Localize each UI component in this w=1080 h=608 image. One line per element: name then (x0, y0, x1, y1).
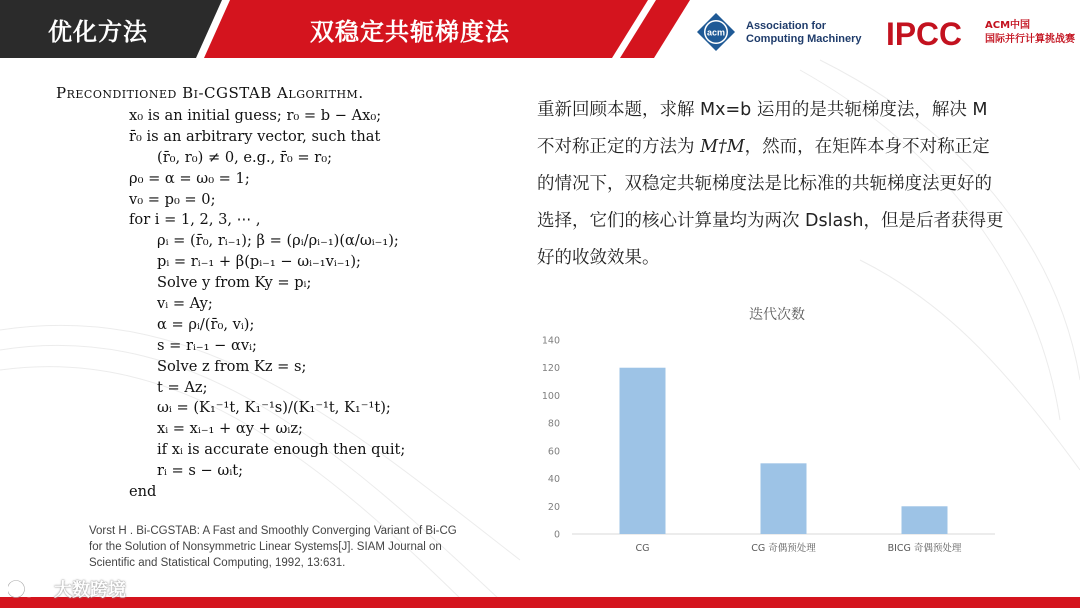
algorithm-line: pᵢ = rᵢ₋₁ + β(pᵢ₋₁ − ωᵢ₋₁vᵢ₋₁); (157, 253, 361, 271)
algorithm-line: rᵢ = s − ωᵢt; (157, 462, 244, 480)
x-tick-label: BICG 奇偶预处理 (887, 543, 962, 554)
citation-text: Vorst H . Bi-CGSTAB: A Fast and Smoothly Converging Variant of Bi-CG for the Solution of Nonsymmetric Linear Systems[J]. SIAM Journal on Scientific and Statistical Computing, 1992, 13:631. (89, 525, 457, 569)
algorithm-line: ρ₀ = α = ω₀ = 1; (129, 169, 250, 187)
y-tick-label: 140 (541, 335, 560, 347)
acm-logo-icon (696, 12, 736, 52)
chart-title: 迭代次数 (749, 307, 805, 323)
footer-bar (0, 597, 1080, 608)
ipcc-logo-mark: IPCC (886, 16, 962, 50)
algorithm-line: Solve y from Ky = pᵢ; (157, 274, 312, 292)
algorithm-line: ρᵢ = (r̄₀, rᵢ₋₁); β = (ρᵢ/ρᵢ₋₁)(α/ωᵢ₋₁); (157, 232, 399, 250)
y-tick-label: 80 (547, 418, 560, 430)
algorithm-line: r̄₀ is an arbitrary vector, such that (129, 127, 381, 145)
acm-line-1: Association for (746, 20, 827, 32)
algorithm-line: (r̄₀, r₀) ≠ 0, e.g., r̄₀ = r₀; (157, 148, 332, 166)
slide-title: 双稳定共轭梯度法 (310, 17, 510, 46)
x-tick-label: CG (635, 543, 650, 554)
ipcc-line-1: ACM中国 (985, 20, 1031, 31)
algorithm-line: vᵢ = Ay; (157, 295, 213, 313)
bar (902, 506, 948, 534)
algorithm-line: ωᵢ = (K₁⁻¹t, K₁⁻¹s)/(K₁⁻¹t, K₁⁻¹t); (157, 399, 391, 417)
algorithm-line: s = rᵢ₋₁ − αvᵢ; (157, 336, 257, 354)
algorithm-line: x₀ is an initial guess; r₀ = b − Ax₀; (129, 107, 382, 124)
algorithm-line: xᵢ = xᵢ₋₁ + αy + ωᵢz; (157, 420, 303, 438)
acm-organization-name (746, 20, 862, 46)
ipcc-organization-name (985, 19, 1075, 47)
watermark (8, 576, 126, 602)
algorithm-block (56, 84, 476, 503)
formula: M†M (700, 137, 745, 157)
algorithm-line: if xᵢ is accurate enough then quit; (157, 441, 406, 459)
y-tick-label: 120 (541, 363, 560, 375)
algorithm-line: α = ρᵢ/(r̄₀, vᵢ); (157, 315, 255, 333)
algorithm-line: for i = 1, 2, 3, ⋯ , (129, 211, 261, 229)
ipcc-line-2: 国际并行计算挑战赛 (985, 34, 1075, 45)
y-tick-label: 60 (547, 446, 560, 458)
bar (620, 368, 666, 534)
y-tick-label: 20 (547, 501, 560, 513)
iteration-count-chart (530, 296, 1010, 566)
algorithm-title: Preconditioned Bi-CGSTAB Algorithm. (56, 84, 364, 102)
algorithm-line: v₀ = p₀ = 0; (129, 190, 216, 208)
y-tick-label: 100 (541, 390, 560, 402)
acm-line-2: Computing Machinery (746, 33, 862, 45)
acm-logo-mark: acm (706, 27, 726, 38)
algorithm-line: t = Az; (157, 378, 208, 396)
description-part-1: 重新回顾本题，求解 Mx=b 运用的是共轭梯度法，解决 M 不对称正定的方法为 (537, 100, 988, 157)
watermark-logo-icon (8, 578, 48, 600)
x-tick-label: CG 奇偶预处理 (751, 543, 816, 554)
algorithm-line: Solve z from Kz = s; (157, 357, 307, 375)
description-part-2: ，然而，在矩阵本身不对称正定的情况下，双稳定共轭梯度法是比标准的共轭梯度法更好的选择，它们的核心计算量均为两次 Dslash，但是后者获得更好的收敛效果。 (537, 137, 1004, 268)
watermark-text: 大数跨境 (54, 580, 126, 601)
description-paragraph (537, 92, 1007, 277)
bar (761, 463, 807, 534)
section-title: 优化方法 (48, 17, 148, 46)
algorithm-line: end (129, 483, 157, 501)
ipcc-logo-icon (886, 16, 962, 50)
slide-header (0, 0, 1080, 58)
y-tick-label: 40 (547, 474, 560, 486)
y-tick-label: 0 (553, 529, 560, 541)
